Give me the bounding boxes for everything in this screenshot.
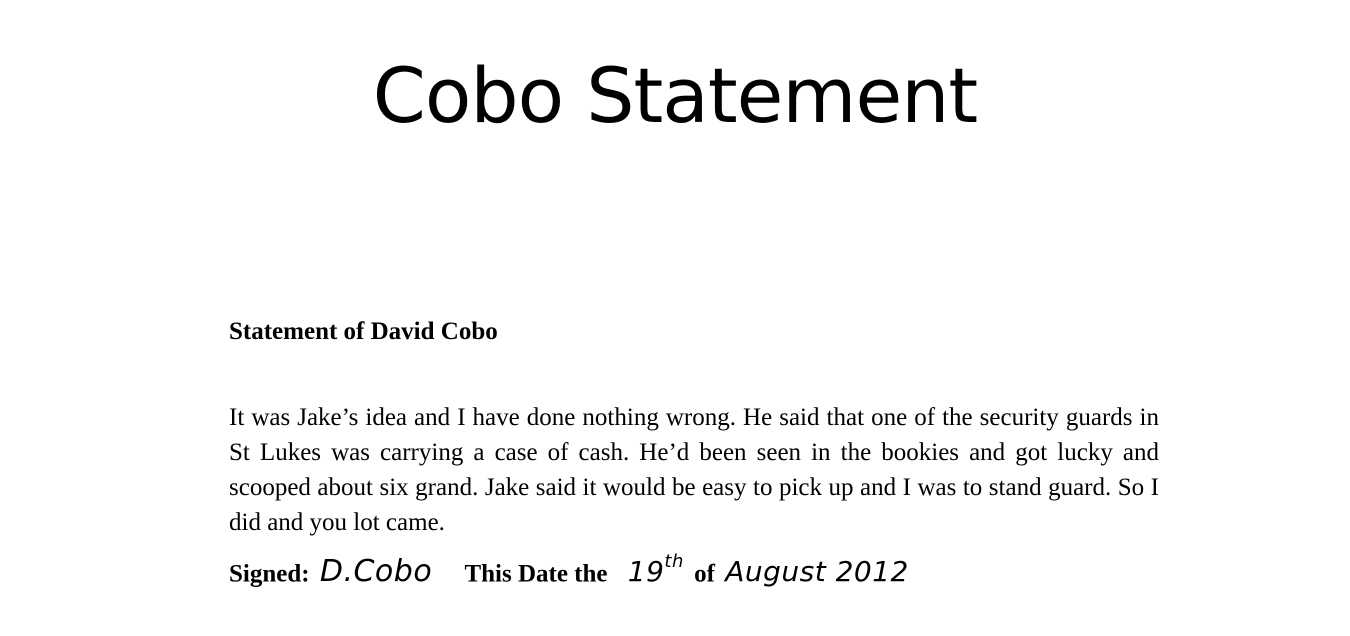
signature: D.Cobo	[319, 554, 433, 590]
statement-block	[229, 316, 1159, 594]
statement-body: It was Jake’s idea and I have done nothing wrong. He said that one of the security guards in St Lukes was carrying a case of cash. He’d been seen in the bookies and got lucky and scooped about six grand. Jake said it would be easy to pick up and I was to stand guard. So I did and you lot came.	[229, 404, 1159, 536]
date-day-number: 19	[627, 555, 665, 589]
statement-heading: Statement of David Cobo	[229, 318, 498, 345]
page-title: Cobo Statement	[372, 51, 978, 140]
date-label: This Date the	[464, 560, 608, 588]
signature-line	[229, 546, 1159, 594]
of-label: of	[694, 560, 715, 588]
date-day-suffix: th	[664, 551, 684, 572]
signed-label: Signed:	[229, 560, 310, 588]
date-month-year: August 2012	[725, 555, 909, 589]
date-day	[627, 551, 684, 589]
